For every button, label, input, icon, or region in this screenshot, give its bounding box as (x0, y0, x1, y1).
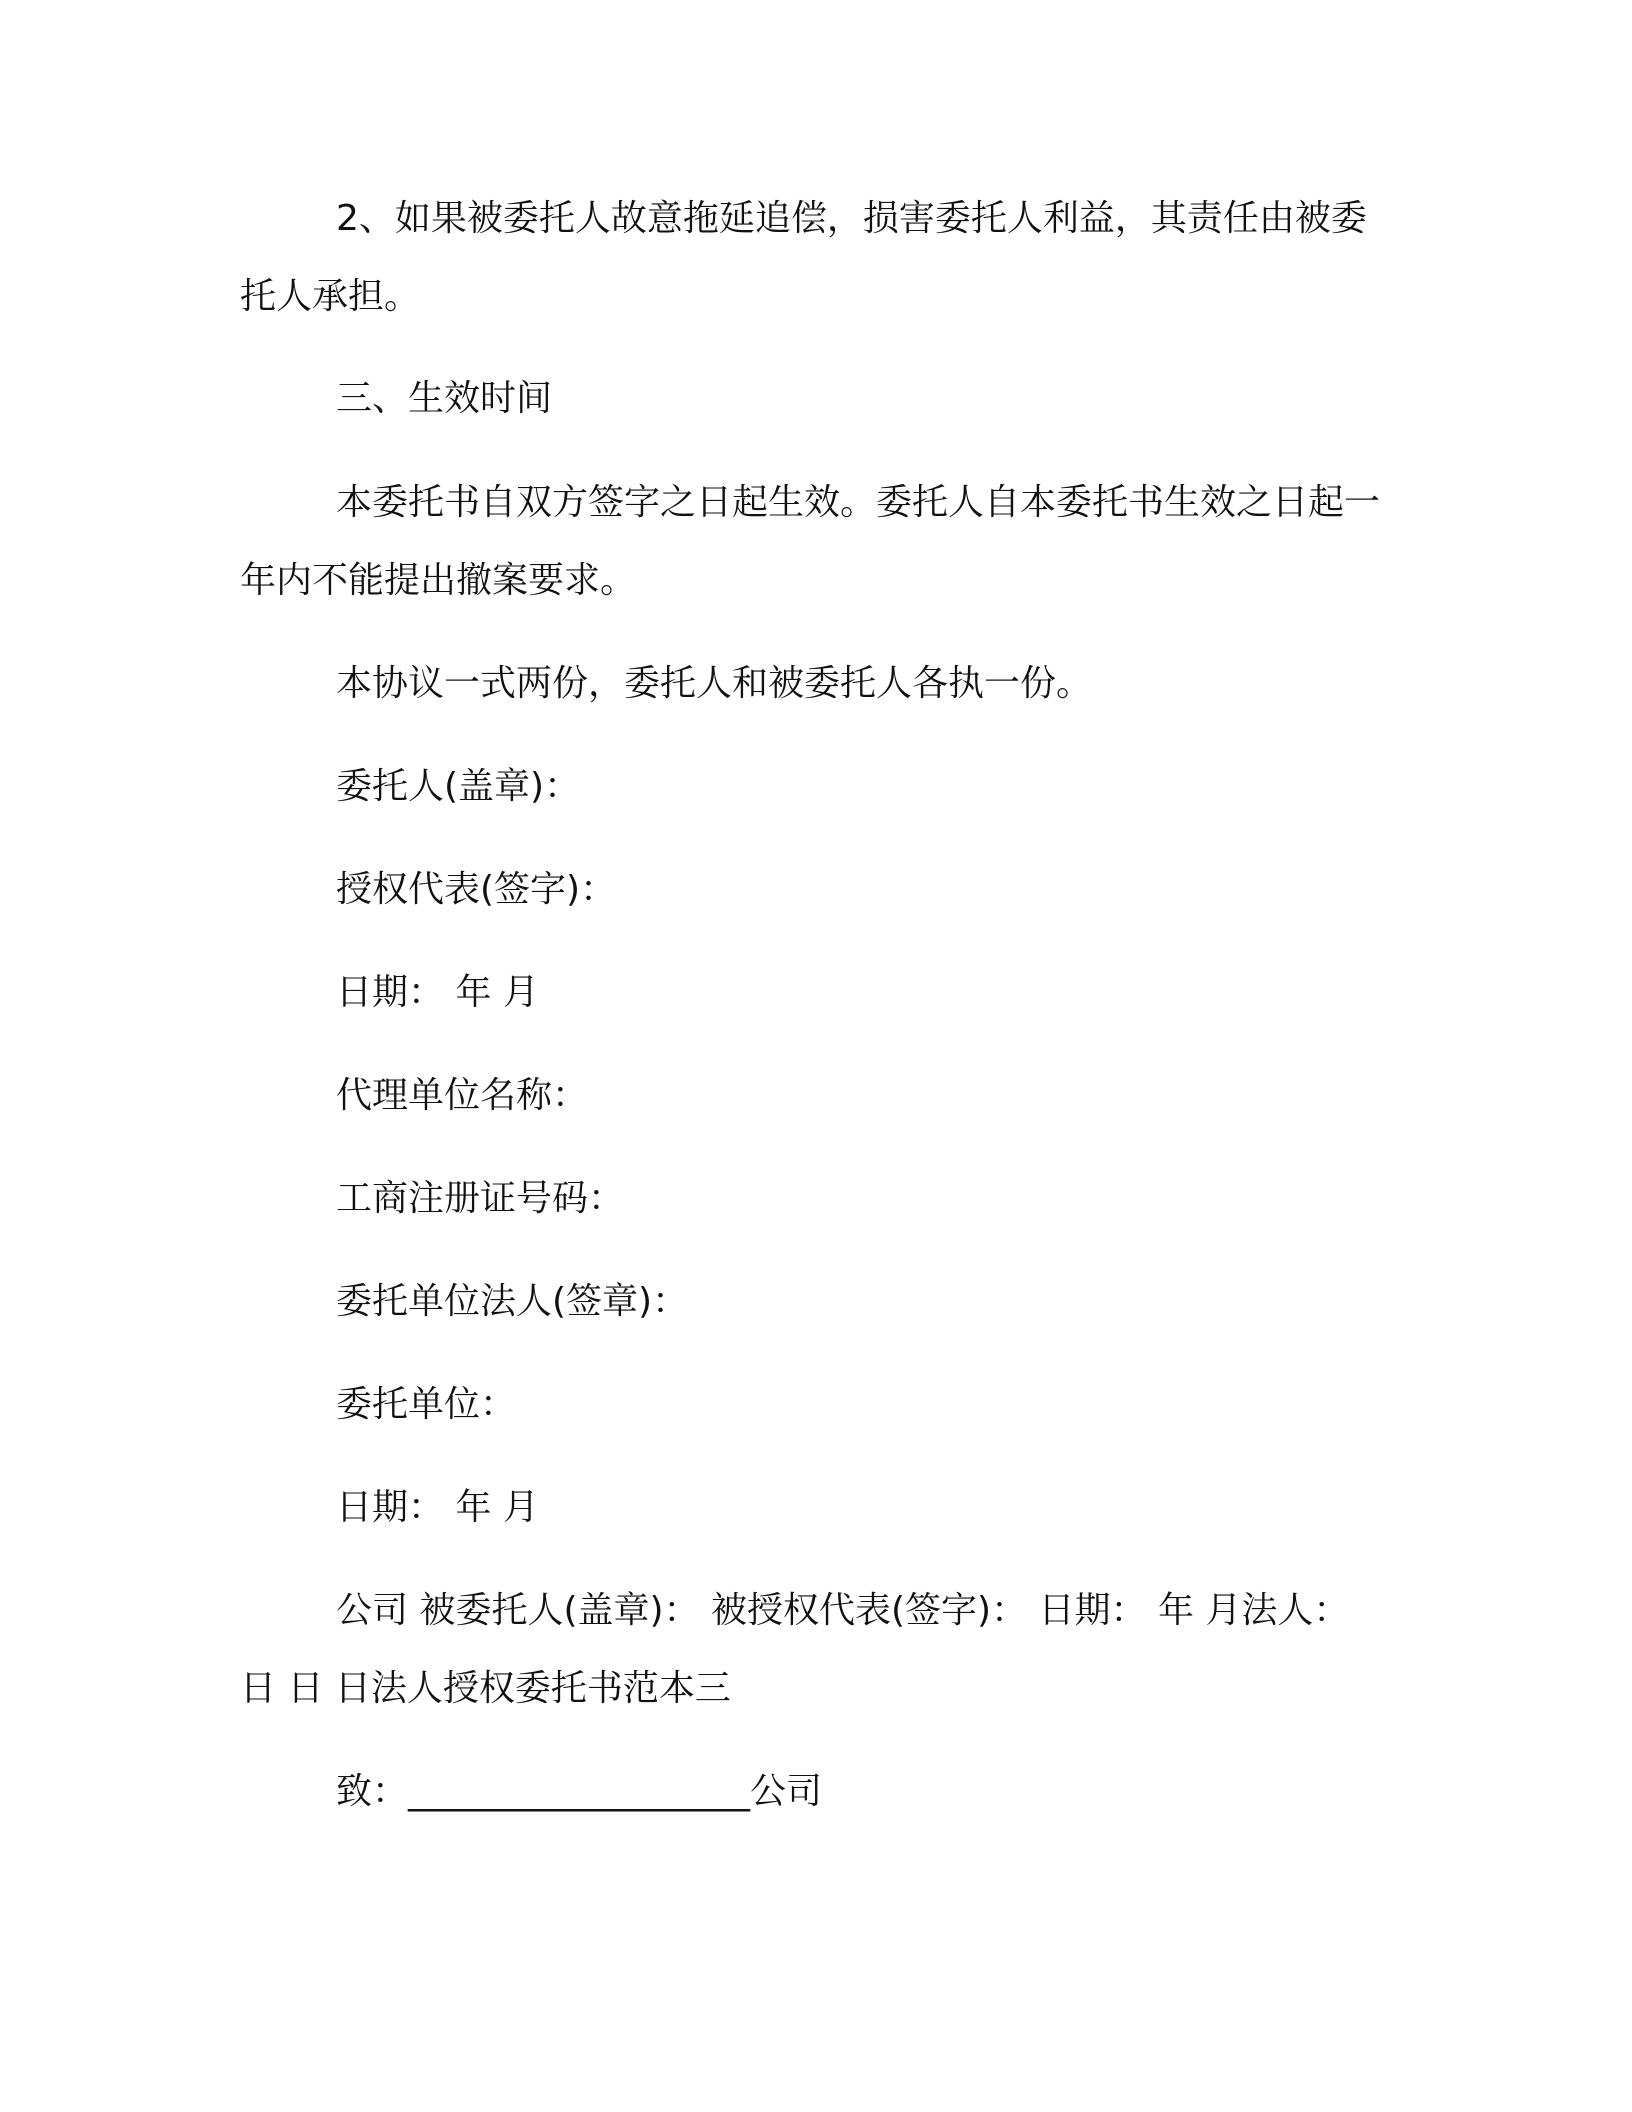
section-heading-effective-time: 三、生效时间 (336, 378, 553, 419)
date-field: 日期： 年 月 (336, 972, 539, 1013)
principal-seal-field: 委托人(盖章)： (336, 766, 581, 807)
paragraph-copies: 本协议一式两份，委托人和被委托人各执一份。 (336, 663, 1093, 704)
authorized-representative-field: 授权代表(签字)： (336, 869, 617, 910)
paragraph-liability: 2、如果被委托人故意拖延追偿，损害委托人利益，其责任由被委托人承担。 (240, 198, 1367, 317)
legal-representative-seal-field: 委托单位法人(签章)： (336, 1281, 689, 1322)
recipient-company-line: 致：___________________公司 (336, 1771, 823, 1812)
agent-company-name-field: 代理单位名称： (336, 1075, 589, 1116)
principal-unit-field: 委托单位： (336, 1384, 517, 1425)
paragraph-effective-date: 本委托书自双方签字之日起生效。委托人自本委托书生效之日起一年内不能提出撤案要求。 (240, 482, 1381, 601)
business-registration-number-field: 工商注册证号码： (336, 1178, 625, 1219)
signature-summary-line: 公司 被委托人(盖章)： 被授权代表(签字)： 日期： 年 月法人：日 日 日法人授权委托书范本三 (240, 1590, 1350, 1709)
date-field-second: 日期： 年 月 (336, 1487, 539, 1528)
